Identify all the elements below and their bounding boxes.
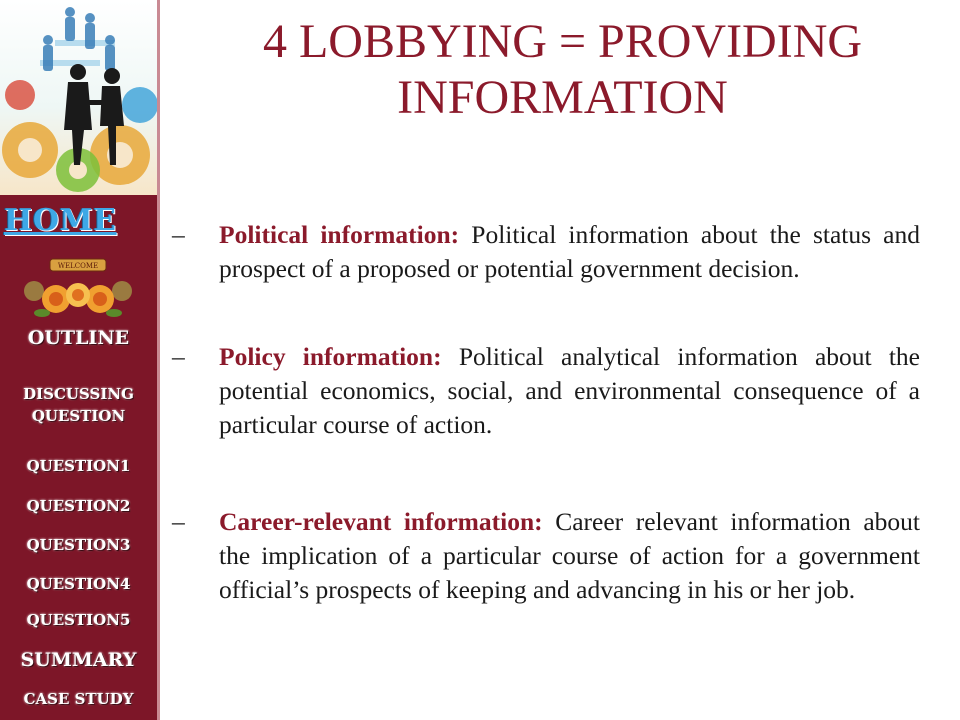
bullet-dash: – bbox=[172, 342, 185, 371]
business-people-illustration bbox=[0, 0, 157, 195]
nav-question1[interactable]: QUESTION1 bbox=[26, 457, 131, 475]
nav-question5[interactable]: QUESTION5 bbox=[26, 611, 131, 629]
sidebar bbox=[0, 0, 160, 720]
ornament-banner-text: WELCOME bbox=[57, 262, 99, 270]
nav-question3[interactable]: QUESTION3 bbox=[26, 536, 131, 554]
bullet-text bbox=[219, 505, 920, 607]
slide-title-line1: 4 LOBBYING = PROVIDING bbox=[262, 15, 863, 68]
bullet-dash: – bbox=[172, 220, 185, 249]
flower-ornament-icon bbox=[20, 255, 136, 327]
bullet-dash: – bbox=[172, 507, 185, 536]
slide-title bbox=[175, 14, 950, 126]
bullet-term: Policy information: bbox=[219, 342, 442, 371]
nav-question4[interactable]: QUESTION4 bbox=[26, 575, 131, 593]
bullet-term: Career-relevant information: bbox=[219, 507, 543, 536]
bullet-policy-information bbox=[172, 340, 920, 442]
home-link[interactable]: HOME bbox=[4, 203, 117, 238]
nav-question[interactable]: QUESTION bbox=[31, 407, 126, 425]
bullet-body: Political analytical information about the potential economics, social, and environmental consequence of a particular course of action. bbox=[219, 342, 920, 439]
nav-case-study[interactable]: CASE STUDY bbox=[23, 690, 134, 708]
nav-question2[interactable]: QUESTION2 bbox=[26, 497, 131, 515]
bullet-body: Political information about the status and prospect of a proposed or potential government decision. bbox=[219, 220, 920, 283]
handshake-illustration bbox=[0, 0, 157, 195]
nav-summary[interactable]: SUMMARY bbox=[20, 649, 137, 671]
bullet-text bbox=[219, 218, 920, 286]
bullet-body: Career relevant information about the implication of a particular course of action for a government official’s prospects of keeping and advancing in his or her job. bbox=[219, 507, 920, 604]
nav-outline[interactable]: OUTLINE bbox=[27, 327, 130, 349]
bullet-political-information bbox=[172, 218, 920, 286]
bullet-career-relevant-information bbox=[172, 505, 920, 607]
nav-discussing[interactable]: DISCUSSING bbox=[23, 385, 134, 403]
bullet-term: Political information: bbox=[219, 220, 460, 249]
slide-title-line2: INFORMATION bbox=[397, 71, 728, 124]
bullet-text bbox=[219, 340, 920, 442]
